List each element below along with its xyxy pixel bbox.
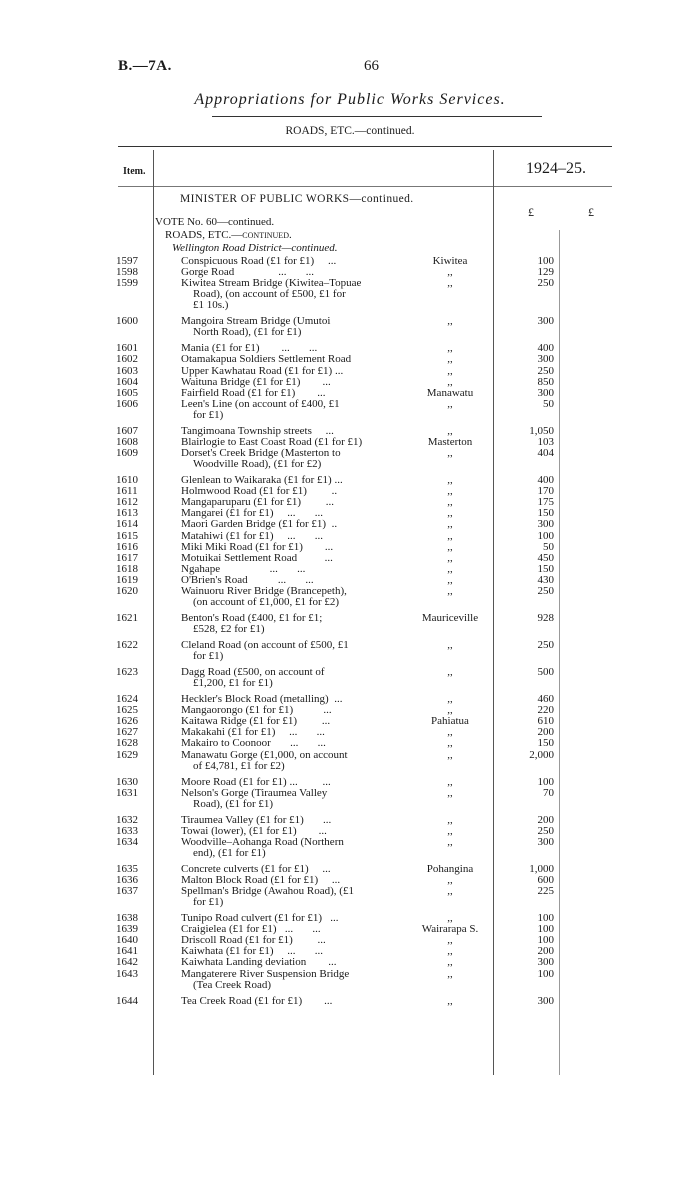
item-number: 1599 bbox=[116, 277, 138, 290]
item-description bbox=[181, 354, 403, 365]
item-description bbox=[181, 377, 403, 388]
description-line: Kiwitea Stream Bridge (Kiwitea–Topuae bbox=[181, 277, 362, 290]
item-description bbox=[181, 996, 403, 1007]
item-number: 1604 bbox=[116, 375, 138, 388]
description-line: Motuikai Settlement Road ... bbox=[181, 551, 333, 564]
road-district: Wairarapa S. bbox=[421, 923, 479, 936]
item-description bbox=[181, 837, 403, 859]
road-district: ,, bbox=[447, 342, 453, 355]
item-description bbox=[181, 586, 403, 608]
description-line: Spellman's Bridge (Awahou Road), (£1 bbox=[181, 885, 354, 897]
road-district: Kiwitea bbox=[432, 255, 468, 267]
item-description bbox=[181, 969, 403, 991]
description-line: Kaitawa Ridge (£1 for £1) ... bbox=[181, 715, 331, 728]
district-column-divider bbox=[493, 150, 494, 1075]
item-number: 1636 bbox=[116, 873, 138, 886]
road-district: ,, bbox=[447, 375, 453, 388]
description-line: end), (£1 for £1) bbox=[193, 846, 266, 859]
item-description bbox=[181, 278, 403, 311]
amount: 450 bbox=[537, 551, 554, 564]
page-subtitle: ROADS, ETC.—continued. bbox=[285, 125, 415, 137]
description-line: Craigielea (£1 for £1) ... ... bbox=[181, 923, 321, 936]
amount: 200 bbox=[537, 945, 554, 958]
amount: 404 bbox=[537, 447, 554, 459]
description-line: Mangaterere River Suspension Bridge bbox=[181, 967, 350, 980]
road-district: ,, bbox=[447, 748, 453, 761]
description-line: Wainuoru River Bridge (Brancepeth), bbox=[181, 585, 347, 597]
description-line: Moore Road (£1 for £1) ... ... bbox=[181, 775, 331, 788]
amount: 850 bbox=[537, 375, 554, 388]
description-line: Malton Block Road (£1 for £1) ... bbox=[181, 873, 341, 886]
description-line: Makakahi (£1 for £1) ... ... bbox=[181, 726, 325, 739]
description-line: Holmwood Road (£1 for £1) .. bbox=[181, 485, 338, 498]
item-column-header: Item. bbox=[123, 166, 146, 177]
item-number: 1643 bbox=[116, 967, 138, 980]
description-line: Mangaorongo (£1 for £1) ... bbox=[181, 704, 332, 717]
road-district: ,, bbox=[447, 666, 453, 678]
description-line: North Road), (£1 for £1) bbox=[193, 326, 302, 339]
item-number: 1642 bbox=[116, 956, 138, 969]
road-district: ,, bbox=[447, 315, 453, 328]
amount: 300 bbox=[537, 315, 554, 328]
amount: 1,050 bbox=[529, 424, 554, 437]
description-line: Maori Garden Bridge (£1 for £1) .. bbox=[181, 518, 338, 531]
amount: 175 bbox=[537, 496, 554, 509]
item-number: 1602 bbox=[116, 353, 138, 366]
description-line: of £4,781, £1 for £2) bbox=[193, 759, 285, 772]
road-district: ,, bbox=[447, 540, 453, 553]
page-number: 66 bbox=[364, 58, 379, 74]
description-line: £528, £2 for £1) bbox=[193, 623, 265, 635]
description-line: Glenlean to Waikaraka (£1 for £1) ... bbox=[181, 474, 343, 486]
item-description bbox=[181, 738, 403, 749]
item-number: 1635 bbox=[116, 862, 138, 875]
document-reference: B.—7A. bbox=[118, 58, 172, 74]
amount: 400 bbox=[537, 474, 554, 486]
item-description bbox=[181, 788, 403, 810]
road-district: ,, bbox=[447, 585, 453, 597]
item-number: 1644 bbox=[116, 994, 138, 1007]
road-district: ,, bbox=[447, 994, 453, 1007]
description-line: Tiraumea Valley (£1 for £1) ... bbox=[181, 813, 332, 826]
description-line: Manawatu Gorge (£1,000, on account bbox=[181, 748, 348, 761]
title-rule bbox=[212, 116, 542, 117]
item-number: 1603 bbox=[116, 364, 138, 377]
item-number: 1620 bbox=[116, 585, 138, 597]
district-heading: Wellington Road District—continued. bbox=[172, 242, 338, 254]
description-line: Tangimoana Township streets ... bbox=[181, 424, 334, 437]
item-description bbox=[181, 640, 403, 662]
item-description bbox=[181, 886, 403, 908]
amount-column-divider bbox=[559, 230, 560, 1075]
road-district: ,, bbox=[447, 813, 453, 826]
amount: 225 bbox=[537, 885, 554, 897]
road-district: ,, bbox=[447, 873, 453, 886]
item-description bbox=[181, 667, 403, 689]
item-number: 1637 bbox=[116, 885, 138, 897]
item-number: 1634 bbox=[116, 835, 138, 848]
road-district: ,, bbox=[447, 737, 453, 750]
description-line: (on account of £1,000, £1 for £2) bbox=[193, 596, 340, 608]
item-description bbox=[181, 815, 403, 826]
amount: 50 bbox=[543, 397, 554, 410]
road-district: ,, bbox=[447, 967, 453, 980]
road-district: ,, bbox=[447, 551, 453, 564]
description-line: O'Brien's Road ... ... bbox=[181, 573, 314, 586]
road-district: ,, bbox=[447, 397, 453, 410]
page-title: Appropriations for Public Works Services. bbox=[194, 91, 506, 108]
roads-heading: ROADS, ETC.—continued. bbox=[165, 229, 292, 241]
description-line: Matahiwi (£1 for £1) ... ... bbox=[181, 529, 324, 542]
road-district: ,, bbox=[447, 912, 453, 924]
year-column-header: 1924–25. bbox=[526, 160, 586, 177]
amount: 100 bbox=[537, 255, 554, 267]
amount: 150 bbox=[537, 737, 554, 750]
description-line: Gorge Road ... ... bbox=[181, 266, 315, 279]
description-line: Woodville Road), (£1 for £2) bbox=[193, 458, 322, 470]
description-line: Road), (£1 for £1) bbox=[193, 797, 274, 810]
amount: 150 bbox=[537, 507, 554, 520]
item-number: 1611 bbox=[116, 485, 138, 498]
amount: 1,000 bbox=[529, 862, 554, 875]
item-number: 1609 bbox=[116, 447, 138, 459]
amount: 250 bbox=[537, 585, 554, 597]
amount: 200 bbox=[537, 726, 554, 739]
amount: 250 bbox=[537, 364, 554, 377]
road-district: ,, bbox=[447, 474, 453, 486]
item-description bbox=[181, 613, 403, 635]
description-line: Mangoira Stream Bridge (Umutoi bbox=[181, 315, 331, 328]
description-line: Heckler's Block Road (metalling) ... bbox=[181, 693, 343, 705]
currency-symbol: £ bbox=[588, 205, 594, 219]
description-line: Kaiwhata Landing deviation ... bbox=[181, 956, 337, 969]
table-top-rule bbox=[118, 146, 612, 147]
description-line: Upper Kawhatau Road (£1 for £1) ... bbox=[181, 364, 344, 377]
description-line: Benton's Road (£400, £1 for £1; bbox=[181, 612, 323, 624]
amount: 300 bbox=[537, 956, 554, 969]
description-line: Conspicuous Road (£1 for £1) ... bbox=[181, 255, 337, 267]
road-district: ,, bbox=[447, 775, 453, 788]
item-number: 1617 bbox=[116, 551, 138, 564]
amount: 928 bbox=[537, 612, 554, 624]
amount: 100 bbox=[537, 529, 554, 542]
description-line: Nelson's Gorge (Tiraumea Valley bbox=[181, 786, 328, 799]
description-line: £1 10s.) bbox=[193, 299, 229, 312]
item-number: 1641 bbox=[116, 945, 138, 958]
description-line: Cleland Road (on account of £500, £1 bbox=[181, 639, 349, 651]
description-line: for £1) bbox=[193, 896, 224, 908]
amount: 430 bbox=[537, 573, 554, 586]
description-line: Mangarei (£1 for £1) ... ... bbox=[181, 507, 324, 520]
item-number: 1630 bbox=[116, 775, 138, 788]
item-number: 1631 bbox=[116, 786, 138, 799]
amount: 2,000 bbox=[529, 748, 554, 761]
road-district: ,, bbox=[447, 573, 453, 586]
item-number: 1600 bbox=[116, 315, 138, 328]
road-district: ,, bbox=[447, 835, 453, 848]
item-description bbox=[181, 542, 403, 553]
item-number: 1638 bbox=[116, 912, 138, 924]
description-line: Dagg Road (£500, on account of bbox=[181, 666, 325, 678]
item-description bbox=[181, 399, 403, 421]
amount: 100 bbox=[537, 912, 554, 924]
item-description bbox=[181, 531, 403, 542]
amount: 100 bbox=[537, 934, 554, 947]
amount: 500 bbox=[537, 666, 554, 678]
amount: 200 bbox=[537, 813, 554, 826]
description-line: Kaiwhata (£1 for £1) ... ... bbox=[181, 945, 324, 958]
description-line: Woodville–Aohanga Road (Northern bbox=[181, 835, 344, 848]
item-description bbox=[181, 957, 403, 968]
description-line: Miki Miki Road (£1 for £1) ... bbox=[181, 540, 334, 553]
item-number: 1616 bbox=[116, 540, 138, 553]
description-line: Mangaparuparu (£1 for £1) ... bbox=[181, 496, 335, 509]
amount: 250 bbox=[537, 639, 554, 651]
item-number: 1619 bbox=[116, 573, 138, 586]
item-number: 1598 bbox=[116, 266, 138, 279]
amount: 50 bbox=[543, 540, 554, 553]
road-district: Mauriceville bbox=[421, 612, 479, 624]
amount: 300 bbox=[537, 353, 554, 366]
item-number: 1626 bbox=[116, 715, 138, 728]
item-number: 1625 bbox=[116, 704, 138, 717]
amount: 170 bbox=[537, 485, 554, 498]
road-district: ,, bbox=[447, 934, 453, 947]
road-district: ,, bbox=[447, 956, 453, 969]
item-number: 1632 bbox=[116, 813, 138, 826]
description-line: Road), (on account of £500, £1 for bbox=[193, 288, 346, 301]
description-line: for £1) bbox=[193, 408, 224, 421]
item-number: 1621 bbox=[116, 612, 138, 624]
vote-heading: VOTE No. 60—continued. bbox=[155, 216, 275, 228]
road-district: ,, bbox=[447, 364, 453, 377]
amount: 100 bbox=[537, 967, 554, 980]
item-number: 1618 bbox=[116, 562, 138, 575]
description-line: Fairfield Road (£1 for £1) ... bbox=[181, 386, 326, 399]
amount: 220 bbox=[537, 704, 554, 717]
amount: 103 bbox=[537, 435, 554, 448]
amount: 400 bbox=[537, 342, 554, 355]
road-district: ,, bbox=[447, 824, 453, 837]
table-header-rule bbox=[118, 186, 612, 187]
road-district: Manawatu bbox=[426, 386, 474, 399]
amount: 600 bbox=[537, 873, 554, 886]
item-number: 1627 bbox=[116, 726, 138, 739]
amount: 100 bbox=[537, 923, 554, 936]
item-number: 1607 bbox=[116, 424, 138, 437]
amount: 300 bbox=[537, 518, 554, 531]
item-number: 1623 bbox=[116, 666, 138, 678]
amount: 250 bbox=[537, 824, 554, 837]
item-description bbox=[181, 316, 403, 338]
item-number: 1613 bbox=[116, 507, 138, 520]
road-district: ,, bbox=[447, 529, 453, 542]
road-district: ,, bbox=[447, 496, 453, 509]
item-number: 1640 bbox=[116, 934, 138, 947]
description-line: (Tea Creek Road) bbox=[193, 978, 272, 991]
item-number: 1629 bbox=[116, 748, 138, 761]
description-line: Waituna Bridge (£1 for £1) ... bbox=[181, 375, 331, 388]
road-district: ,, bbox=[447, 945, 453, 958]
description-line: Dorset's Creek Bridge (Masterton to bbox=[181, 447, 341, 459]
road-district: ,, bbox=[447, 447, 453, 459]
road-district: ,, bbox=[447, 485, 453, 498]
road-district: ,, bbox=[447, 353, 453, 366]
item-number: 1612 bbox=[116, 496, 138, 509]
ministry-heading: MINISTER OF PUBLIC WORKS—continued. bbox=[180, 193, 414, 205]
item-column-divider bbox=[153, 150, 154, 1075]
amount: 70 bbox=[543, 786, 554, 799]
description-line: Tunipo Road culvert (£1 for £1) ... bbox=[181, 912, 339, 924]
amount: 129 bbox=[537, 266, 554, 279]
amount: 460 bbox=[537, 693, 554, 705]
road-district: ,, bbox=[447, 518, 453, 531]
item-number: 1605 bbox=[116, 386, 138, 399]
item-number: 1608 bbox=[116, 435, 138, 448]
road-district: ,, bbox=[447, 885, 453, 897]
item-number: 1639 bbox=[116, 923, 138, 936]
item-number: 1614 bbox=[116, 518, 138, 531]
amount: 300 bbox=[537, 835, 554, 848]
description-line: Concrete culverts (£1 for £1) ... bbox=[181, 862, 331, 875]
road-district: ,, bbox=[447, 639, 453, 651]
road-district: ,, bbox=[447, 786, 453, 799]
road-district: ,, bbox=[447, 266, 453, 279]
description-line: Driscoll Road (£1 for £1) ... bbox=[181, 934, 326, 947]
item-number: 1615 bbox=[116, 529, 138, 542]
description-line: £1,200, £1 for £1) bbox=[193, 677, 273, 689]
amount: 100 bbox=[537, 775, 554, 788]
currency-symbol: £ bbox=[528, 205, 534, 219]
road-district: ,, bbox=[447, 704, 453, 717]
road-district: ,, bbox=[447, 726, 453, 739]
item-number: 1633 bbox=[116, 824, 138, 837]
description-line: for £1) bbox=[193, 650, 224, 662]
road-district: ,, bbox=[447, 693, 453, 705]
amount: 250 bbox=[537, 277, 554, 290]
item-number: 1597 bbox=[116, 255, 138, 267]
amount: 300 bbox=[537, 386, 554, 399]
road-district: ,, bbox=[447, 277, 453, 290]
item-number: 1622 bbox=[116, 639, 138, 651]
amount: 300 bbox=[537, 994, 554, 1007]
item-description bbox=[181, 366, 403, 377]
item-description bbox=[181, 448, 403, 470]
item-description bbox=[181, 519, 403, 530]
description-line: Tea Creek Road (£1 for £1) ... bbox=[181, 994, 333, 1007]
road-district: ,, bbox=[447, 507, 453, 520]
description-line: Makairo to Coonoor ... ... bbox=[181, 737, 326, 750]
description-line: Otamakapua Soldiers Settlement Road bbox=[181, 353, 352, 366]
item-number: 1628 bbox=[116, 737, 138, 750]
item-number: 1610 bbox=[116, 474, 138, 486]
item-number: 1601 bbox=[116, 342, 138, 355]
road-district: ,, bbox=[447, 424, 453, 437]
description-line: Ngahape ... ... bbox=[181, 562, 306, 575]
item-description bbox=[181, 750, 403, 772]
road-district: Pahiatua bbox=[431, 715, 469, 728]
item-number: 1624 bbox=[116, 693, 138, 705]
amount: 610 bbox=[537, 715, 554, 728]
item-description bbox=[181, 777, 403, 788]
description-line: Leen's Line (on account of £400, £1 bbox=[181, 397, 340, 410]
description-line: Towai (lower), (£1 for £1) ... bbox=[181, 824, 327, 837]
road-district: Pohangina bbox=[426, 862, 474, 875]
amount: 150 bbox=[537, 562, 554, 575]
description-line: Mania (£1 for £1) ... ... bbox=[181, 342, 318, 355]
item-number: 1606 bbox=[116, 397, 138, 410]
road-district: Masterton bbox=[427, 435, 473, 448]
description-line: Blairlogie to East Coast Road (£1 for £1) bbox=[181, 435, 363, 448]
road-district: ,, bbox=[447, 562, 453, 575]
